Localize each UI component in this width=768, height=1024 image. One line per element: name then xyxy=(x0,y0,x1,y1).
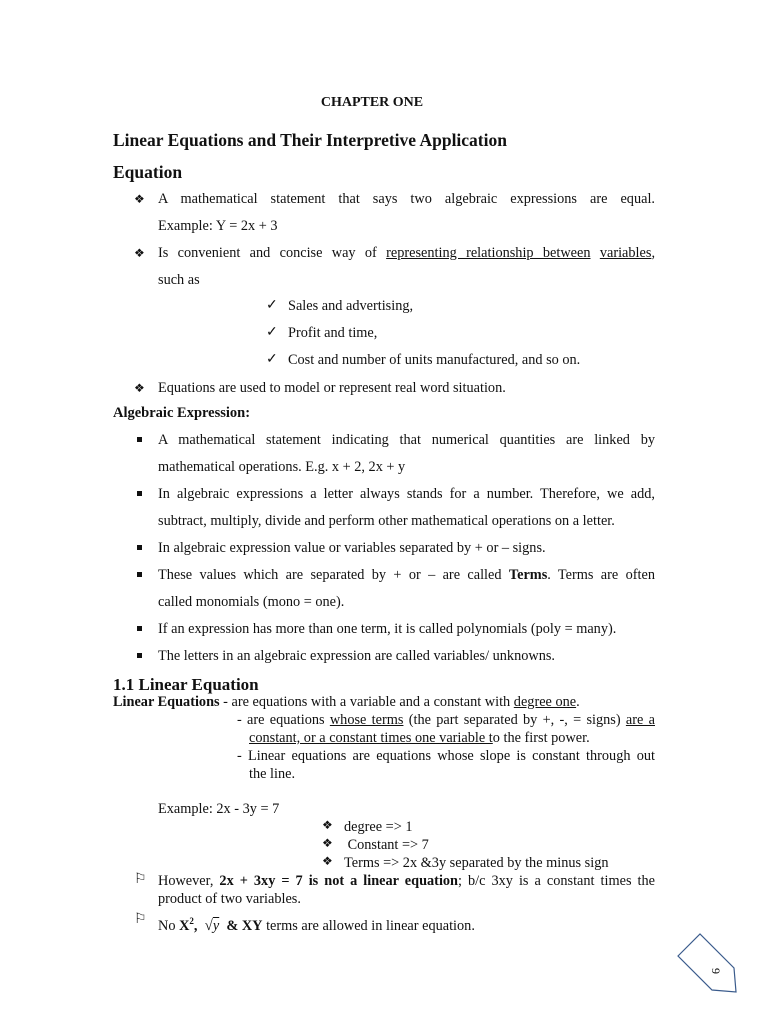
algebraic-item-4-line-1: These values which are separated by + or – are called Terms. Terms are often xyxy=(158,567,655,583)
section-heading-linear: 1.1 Linear Equation xyxy=(113,675,259,694)
linear-sub-2-line-1: - Linear equations are equations whose slope is constant through out xyxy=(237,748,655,764)
section-heading-algebraic: Algebraic Expression: xyxy=(113,405,251,421)
page-number-badge xyxy=(676,932,742,1003)
square-bullet-icon xyxy=(137,653,142,658)
algebraic-item-2-line-1: In algebraic expressions a letter always stands for a number. Therefore, we add, xyxy=(158,486,655,502)
equation-bullet-1-line-1: A mathematical statement that says two algebraic expressions are equal. xyxy=(158,191,655,207)
page-title: Linear Equations and Their Interpretive Application xyxy=(113,130,507,150)
chapter-label: CHAPTER ONE xyxy=(320,95,424,110)
page-number: 9 xyxy=(709,968,723,974)
linear-definition: Linear Equations - are equations with a variable and a constant with degree one. xyxy=(113,694,580,710)
algebraic-item-1-line-1: A mathematical statement indicating that numerical quantities are linked by xyxy=(158,432,655,448)
algebraic-item-1-line-2: mathematical operations. E.g. x + 2, 2x + y xyxy=(158,459,406,475)
checkmark-icon: ✓ xyxy=(266,325,278,340)
diamond-bullet-icon: ❖ xyxy=(322,854,333,868)
diamond-bullet-icon: ❖ xyxy=(134,246,145,260)
bold-term: Terms xyxy=(508,567,548,583)
check-item: Cost and number of units manufactured, and so on. xyxy=(288,352,581,368)
example-item: Constant => 7 xyxy=(344,837,429,853)
section-heading-equation: Equation xyxy=(113,162,183,182)
flag-icon: ⚐ xyxy=(134,872,147,887)
linear-sub-2-line-2: the line. xyxy=(249,766,296,782)
flag-icon: ⚐ xyxy=(134,912,147,927)
diamond-bullet-icon: ❖ xyxy=(322,836,333,850)
sqrt-icon: √ xyxy=(204,917,213,934)
algebraic-item-4-line-2: called monomials (mono = one). xyxy=(158,594,345,610)
square-bullet-icon xyxy=(137,437,142,442)
checkmark-icon: ✓ xyxy=(266,298,278,313)
equation-bullet-2-line-1: Is convenient and concise way of representing relationship between variables, xyxy=(158,245,656,261)
example-item: Terms => 2x &3y separated by the minus sign xyxy=(344,855,609,871)
check-item: Sales and advertising, xyxy=(288,298,414,314)
linear-note-2: No $X^2$, √y & XY terms are allowed in linear equation. xyxy=(158,916,475,934)
equation-bullet-1-line-2: Example: Y = 2x + 3 xyxy=(158,218,278,234)
algebraic-item-5: If an expression has more than one term, it is called polynomials (poly = many). xyxy=(158,621,617,637)
underlined-phrase: representing relationship between xyxy=(386,245,591,261)
linear-example: Example: 2x - 3y = 7 xyxy=(158,801,280,817)
algebraic-item-3: In algebraic expression value or variables separated by + or – signs. xyxy=(158,540,546,556)
algebraic-item-6: The letters in an algebraic expression are called variables/ unknowns. xyxy=(158,648,555,664)
square-bullet-icon xyxy=(137,626,142,631)
linear-note-1-line-1: However, 2x + 3xy = 7 is not a linear equation; b/c 3xy is a constant times the xyxy=(158,873,655,889)
square-bullet-icon xyxy=(137,572,142,577)
diamond-bullet-icon: ❖ xyxy=(134,381,145,395)
check-item: Profit and time, xyxy=(288,325,378,341)
diamond-bullet-icon: ❖ xyxy=(322,818,333,832)
square-bullet-icon xyxy=(137,545,142,550)
checkmark-icon: ✓ xyxy=(266,352,278,367)
algebraic-item-2-line-2: subtract, multiply, divide and perform other mathematical operations on a letter. xyxy=(158,513,615,529)
linear-sub-1-line-1: - are equations whose terms (the part separated by +, -, = signs) are a xyxy=(237,712,655,728)
example-item: degree => 1 xyxy=(344,819,413,835)
linear-sub-1-line-2: constant, or a constant times one variable to the first power. xyxy=(249,730,590,746)
equation-bullet-2-line-2: such as xyxy=(158,272,200,288)
linear-note-1-line-2: product of two variables. xyxy=(158,891,301,907)
equation-bullet-3: Equations are used to model or represent real word situation. xyxy=(158,380,506,396)
square-bullet-icon xyxy=(137,491,142,496)
diamond-bullet-icon: ❖ xyxy=(134,192,145,206)
underlined-word: variables xyxy=(599,245,652,261)
